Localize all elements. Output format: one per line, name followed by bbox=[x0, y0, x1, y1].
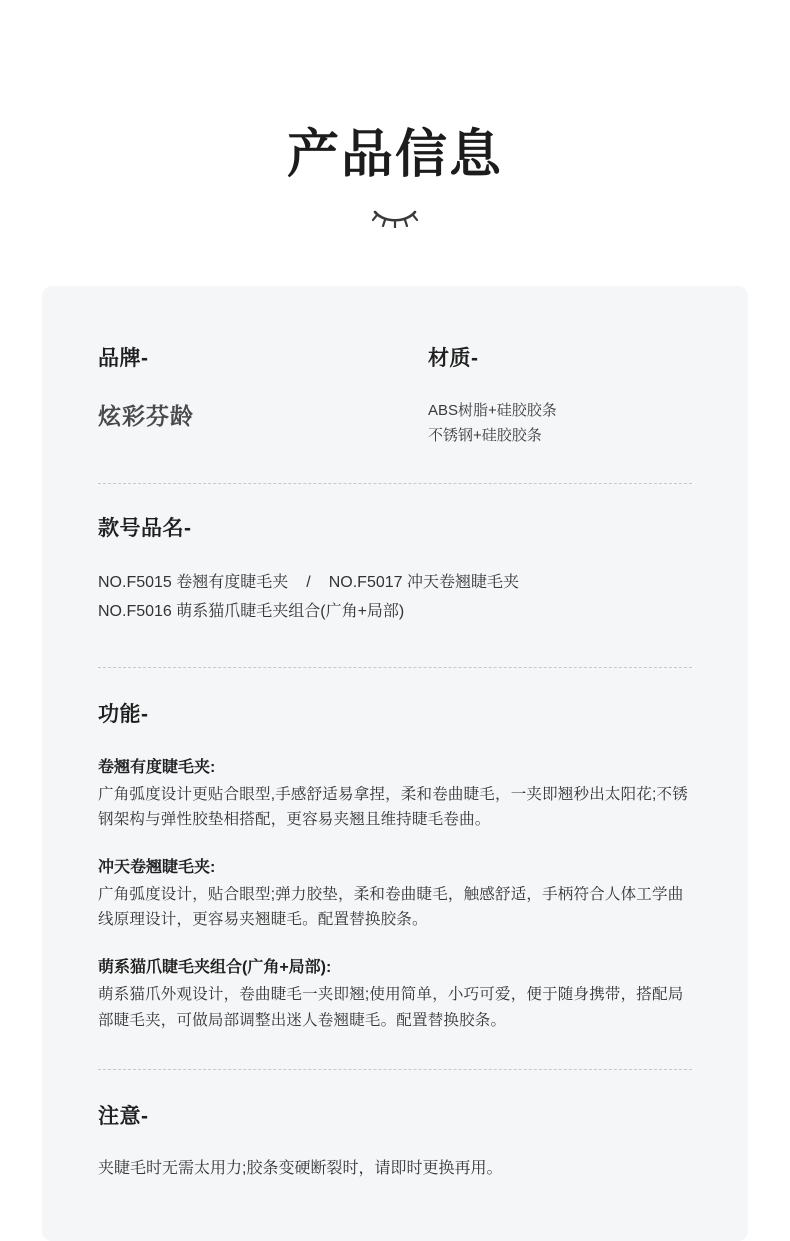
brand-material-row bbox=[98, 342, 692, 449]
divider-1 bbox=[98, 483, 692, 484]
model-line-1 bbox=[98, 568, 692, 598]
functions-label: 功能- bbox=[98, 702, 149, 726]
brand-label: 品牌- bbox=[98, 346, 149, 370]
brand-field bbox=[98, 342, 428, 431]
function-title: 卷翘有度睫毛夹: bbox=[98, 758, 216, 776]
model-1: NO.F5015 卷翘有度睫毛夹 bbox=[98, 573, 289, 591]
notice-label: 注意- bbox=[98, 1104, 149, 1128]
divider-3 bbox=[98, 1069, 692, 1070]
eyelash-icon bbox=[0, 206, 790, 236]
function-item bbox=[98, 754, 692, 832]
material-label: 材质- bbox=[428, 346, 479, 370]
models-label: 款号品名- bbox=[98, 516, 192, 540]
model-line-2: NO.F5016 萌系猫爪睫毛夹组合(广角+局部) bbox=[98, 603, 405, 621]
models-values bbox=[98, 568, 692, 627]
function-title: 冲天卷翘睫毛夹: bbox=[98, 859, 216, 877]
function-item bbox=[98, 854, 692, 932]
models-field bbox=[98, 512, 692, 627]
page-title: 产品信息 bbox=[286, 126, 503, 184]
notice-field bbox=[98, 1100, 692, 1182]
notice-text: 夹睫毛时无需太用力;胶条变硬断裂时，请即时更换再用。 bbox=[98, 1159, 503, 1177]
material-values bbox=[428, 398, 692, 449]
material-line-1: ABS树脂+硅胶胶条 bbox=[428, 401, 557, 419]
model-3: NO.F5017 冲天卷翘睫毛夹 bbox=[328, 573, 519, 591]
function-text: 广角弧度设计，贴合眼型;弹力胶垫，柔和卷曲睫毛，触感舒适，手柄符合人体工学曲线原理设计，更容易夹翘睫毛。配置替换胶条。 bbox=[98, 886, 684, 929]
function-title: 萌系猫爪睫毛夹组合(广角+局部): bbox=[98, 959, 332, 977]
material-field bbox=[428, 342, 692, 449]
material-line-2: 不锈钢+硅胶胶条 bbox=[428, 427, 542, 445]
functions-field bbox=[98, 698, 692, 1033]
function-text: 萌系猫爪外观设计，卷曲睫毛一夹即翘;使用简单，小巧可爱，便于随身携带，搭配局部睫毛夹，可做局部调整出迷人卷翘睫毛。配置替换胶条。 bbox=[98, 986, 684, 1029]
model-separator: / bbox=[306, 573, 311, 591]
divider-2 bbox=[98, 667, 692, 668]
info-card bbox=[42, 286, 748, 1241]
function-text: 广角弧度设计更贴合眼型,手感舒适易拿捏，柔和卷曲睫毛，一夹即翘秒出太阳花;不锈钢架构与弹性胶垫相搭配，更容易夹翘且维持睫毛卷曲。 bbox=[98, 785, 688, 829]
brand-value: 炫彩芬龄 bbox=[98, 402, 194, 429]
function-item bbox=[98, 954, 692, 1032]
